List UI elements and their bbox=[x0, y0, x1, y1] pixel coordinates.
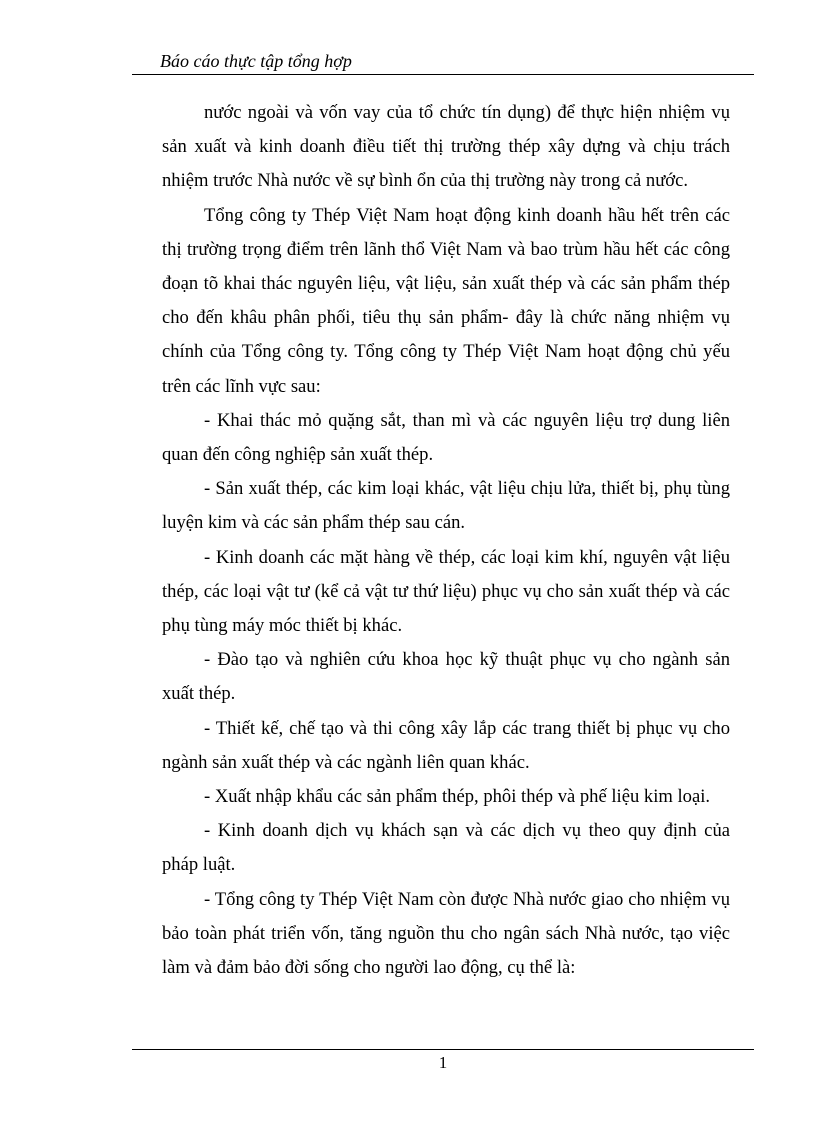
list-item-import-export: - Xuất nhập khẩu các sản phẩm thép, phôi thép và phế liệu kim loại. bbox=[204, 786, 711, 808]
header-title: Báo cáo thực tập tổng hợp bbox=[160, 51, 352, 71]
list-item-hotel-services: - Kinh doanh dịch vụ khách sạn và các dịch vụ theo quy định của pháp luật. bbox=[162, 820, 730, 876]
paragraph-continuation: nước ngoài và vốn vay của tổ chức tín dụng) để thực hiện nhiệm vụ sản xuất và kinh doanh điều tiết thị trường thép xây dựng và chịu trách nhiệm trước Nhà nước về sự bình ổn của thị trường này trong cả nước. bbox=[162, 102, 730, 192]
paragraph-intro: Tổng công ty Thép Việt Nam hoạt động kinh doanh hầu hết trên các thị trường trọng điểm trên lãnh thổ Việt Nam và bao trùm hầu hết các công đoạn tõ khai thác nguyên liệu, vật liệu, sản xuất thép và các sản phẩm thép cho đến khâu phân phối, tiêu thụ sản phẩm- đây là chức năng nhiệm vụ chính của Tổng công ty. Tổng công ty Thép Việt Nam hoạt động chủ yếu trên các lĩnh vực sau: bbox=[162, 204, 730, 397]
list-item-production: - Sản xuất thép, các kim loại khác, vật liệu chịu lửa, thiết bị, phụ tùng luyện kim và các sản phẩm thép sau cán. bbox=[162, 478, 730, 534]
document-body bbox=[162, 96, 730, 985]
page-number: 1 bbox=[438, 1053, 448, 1072]
list-item-training: - Đào tạo và nghiên cứu khoa học kỹ thuật phục vụ cho ngành sản xuất thép. bbox=[162, 649, 730, 705]
footer-divider bbox=[132, 1049, 754, 1050]
page-header bbox=[132, 50, 754, 75]
list-item-mining: - Khai thác mỏ quặng sắt, than mì và các nguyên liệu trợ dung liên quan đến công nghiệp sản xuất thép. bbox=[162, 409, 730, 466]
list-item-trading: - Kinh doanh các mặt hàng về thép, các loại kim khí, nguyên vật liệu thép, các loại vật tư (kể cả vật tư thứ liệu) phục vụ cho sản xuất thép và các phụ tùng máy móc thiết bị khác. bbox=[162, 546, 730, 637]
list-item-state-duties: - Tổng công ty Thép Việt Nam còn được Nhà nước giao cho nhiệm vụ bảo toàn phát triển vốn, tăng nguồn thu cho ngân sách Nhà nước, tạo việc làm và đảm bảo đời sống cho người lao động, cụ thể là: bbox=[162, 888, 730, 979]
list-item-design: - Thiết kế, chế tạo và thi công xây lắp các trang thiết bị phục vụ cho ngành sản xuất thép và các ngành liên quan khác. bbox=[162, 717, 730, 773]
